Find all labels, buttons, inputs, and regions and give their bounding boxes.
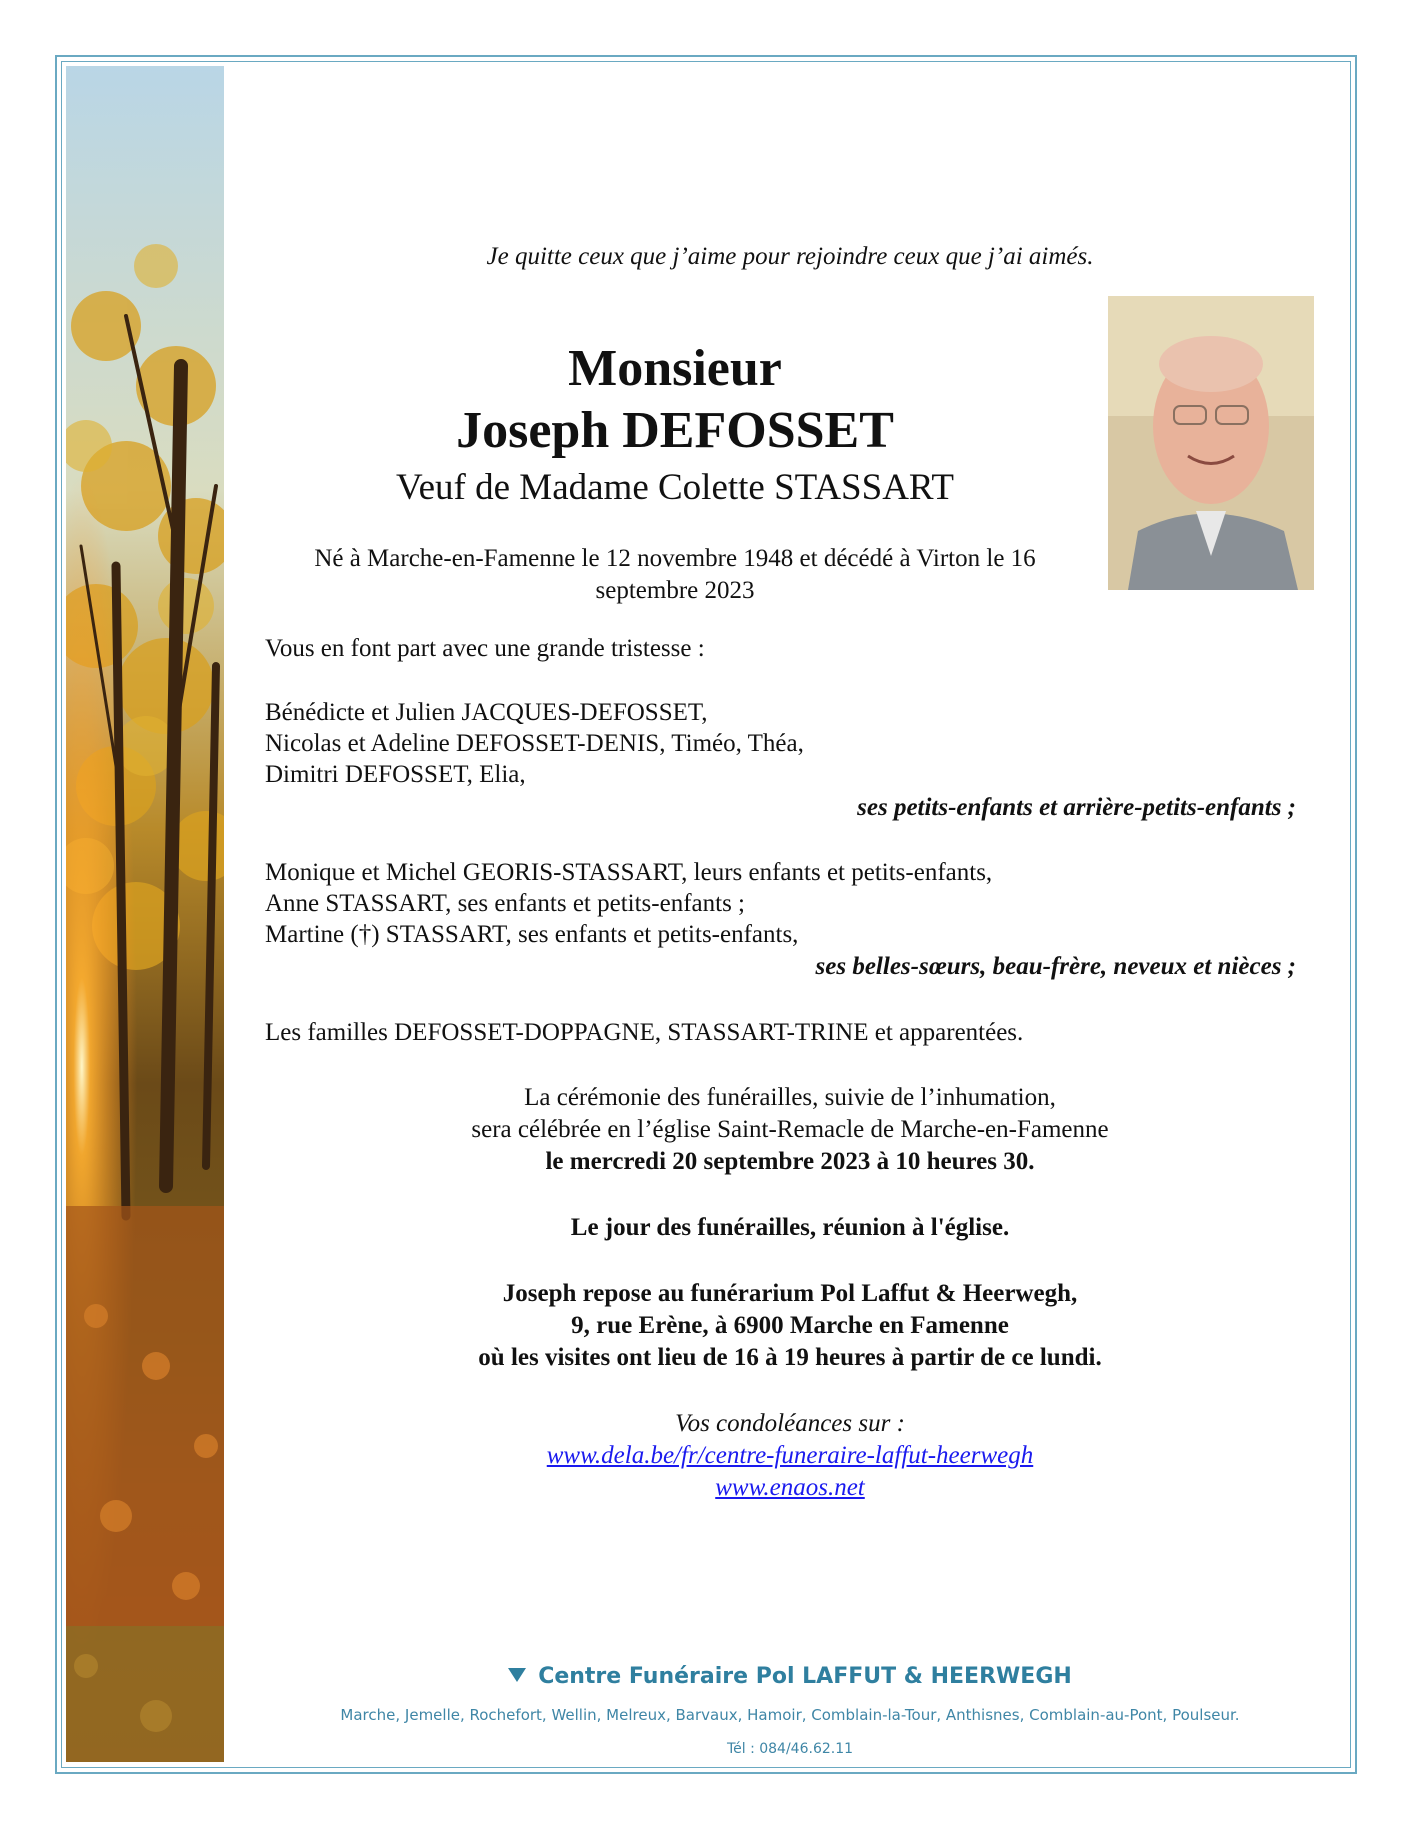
funeral-home-name [260, 1664, 1320, 1689]
triangle-down-icon [508, 1668, 526, 1682]
epigraph-quote: Je quitte ceux que j’aime pour rejoindre ceux que j’ai aimés. [486, 243, 1094, 270]
family-line: Nicolas et Adeline DEFOSSET-DENIS, Timéo, Théa, [265, 730, 804, 757]
announcement: Vous en font part avec une grande tristesse : [265, 635, 705, 662]
repose-line-3: où les visites ont lieu de 16 à 19 heures à partir de ce lundi. [478, 1344, 1102, 1371]
family-line: Martine (†) STASSART, ses enfants et petits-enfants, [265, 921, 799, 948]
funeral-home-title: Centre Funéraire Pol LAFFUT & HEERWEGH [538, 1664, 1072, 1689]
widow-line: Veuf de Madame Colette STASSART [396, 467, 954, 508]
relation-inlaws: ses belles-sœurs, beau-frère, neveux et nièces ; [815, 953, 1296, 980]
reunion-note: Le jour des funérailles, réunion à l'église. [570, 1214, 1010, 1241]
autumn-tree-photo [66, 66, 224, 1762]
family-line: Anne STASSART, ses enfants et petits-enfants ; [265, 890, 745, 917]
funeral-home-towns: Marche, Jemelle, Rochefort, Wellin, Melreux, Barvaux, Hamoir, Comblain-la-Tour, Anthisnes, Comblain-au-Pont, Poulseur. [340, 1706, 1240, 1724]
portrait-photo [1108, 296, 1314, 590]
condolences-label: Vos condoléances sur : [675, 1410, 905, 1437]
family-line: Monique et Michel GEORIS-STASSART, leurs enfants et petits-enfants, [265, 859, 993, 886]
born-line-2: septembre 2023 [595, 577, 755, 604]
condolences-link-enaos[interactable]: www.enaos.net [715, 1474, 865, 1501]
family-line: Dimitri DEFOSSET, Elia, [265, 761, 526, 788]
honorific: Monsieur [568, 340, 782, 397]
deceased-title [260, 338, 1090, 462]
ceremony-line-1: La cérémonie des funérailles, suivie de l’inhumation, [524, 1084, 1056, 1111]
family-line: Bénédicte et Julien JACQUES-DEFOSSET, [265, 699, 708, 726]
repose-line-2: 9, rue Erène, à 6900 Marche en Famenne [571, 1312, 1009, 1339]
condolences-link-dela[interactable]: www.dela.be/fr/centre-funeraire-laffut-heerwegh [546, 1442, 1034, 1469]
ceremony-details [260, 1082, 1320, 1504]
repose-line-1: Joseph repose au funérarium Pol Laffut & Heerwegh, [502, 1280, 1078, 1307]
deceased-name: Joseph DEFOSSET [456, 402, 894, 459]
families-line: Les familles DEFOSSET-DOPPAGNE, STASSART-TRINE et apparentées. [265, 1019, 1024, 1046]
born-line-1: Né à Marche-en-Famenne le 12 novembre 1948 et décédé à Virton le 16 [314, 545, 1036, 572]
funeral-home-phone: Tél : 084/46.62.11 [726, 1741, 854, 1757]
ceremony-line-2: sera célébrée en l’église Saint-Remacle de Marche-en-Famenne [471, 1116, 1109, 1143]
family-group-2 [265, 857, 992, 950]
ceremony-date: le mercredi 20 septembre 2023 à 10 heures 30. [545, 1148, 1035, 1175]
family-group-1 [265, 697, 804, 790]
birth-death-info [260, 543, 1090, 607]
relation-grandchildren: ses petits-enfants et arrière-petits-enfants ; [857, 794, 1296, 821]
